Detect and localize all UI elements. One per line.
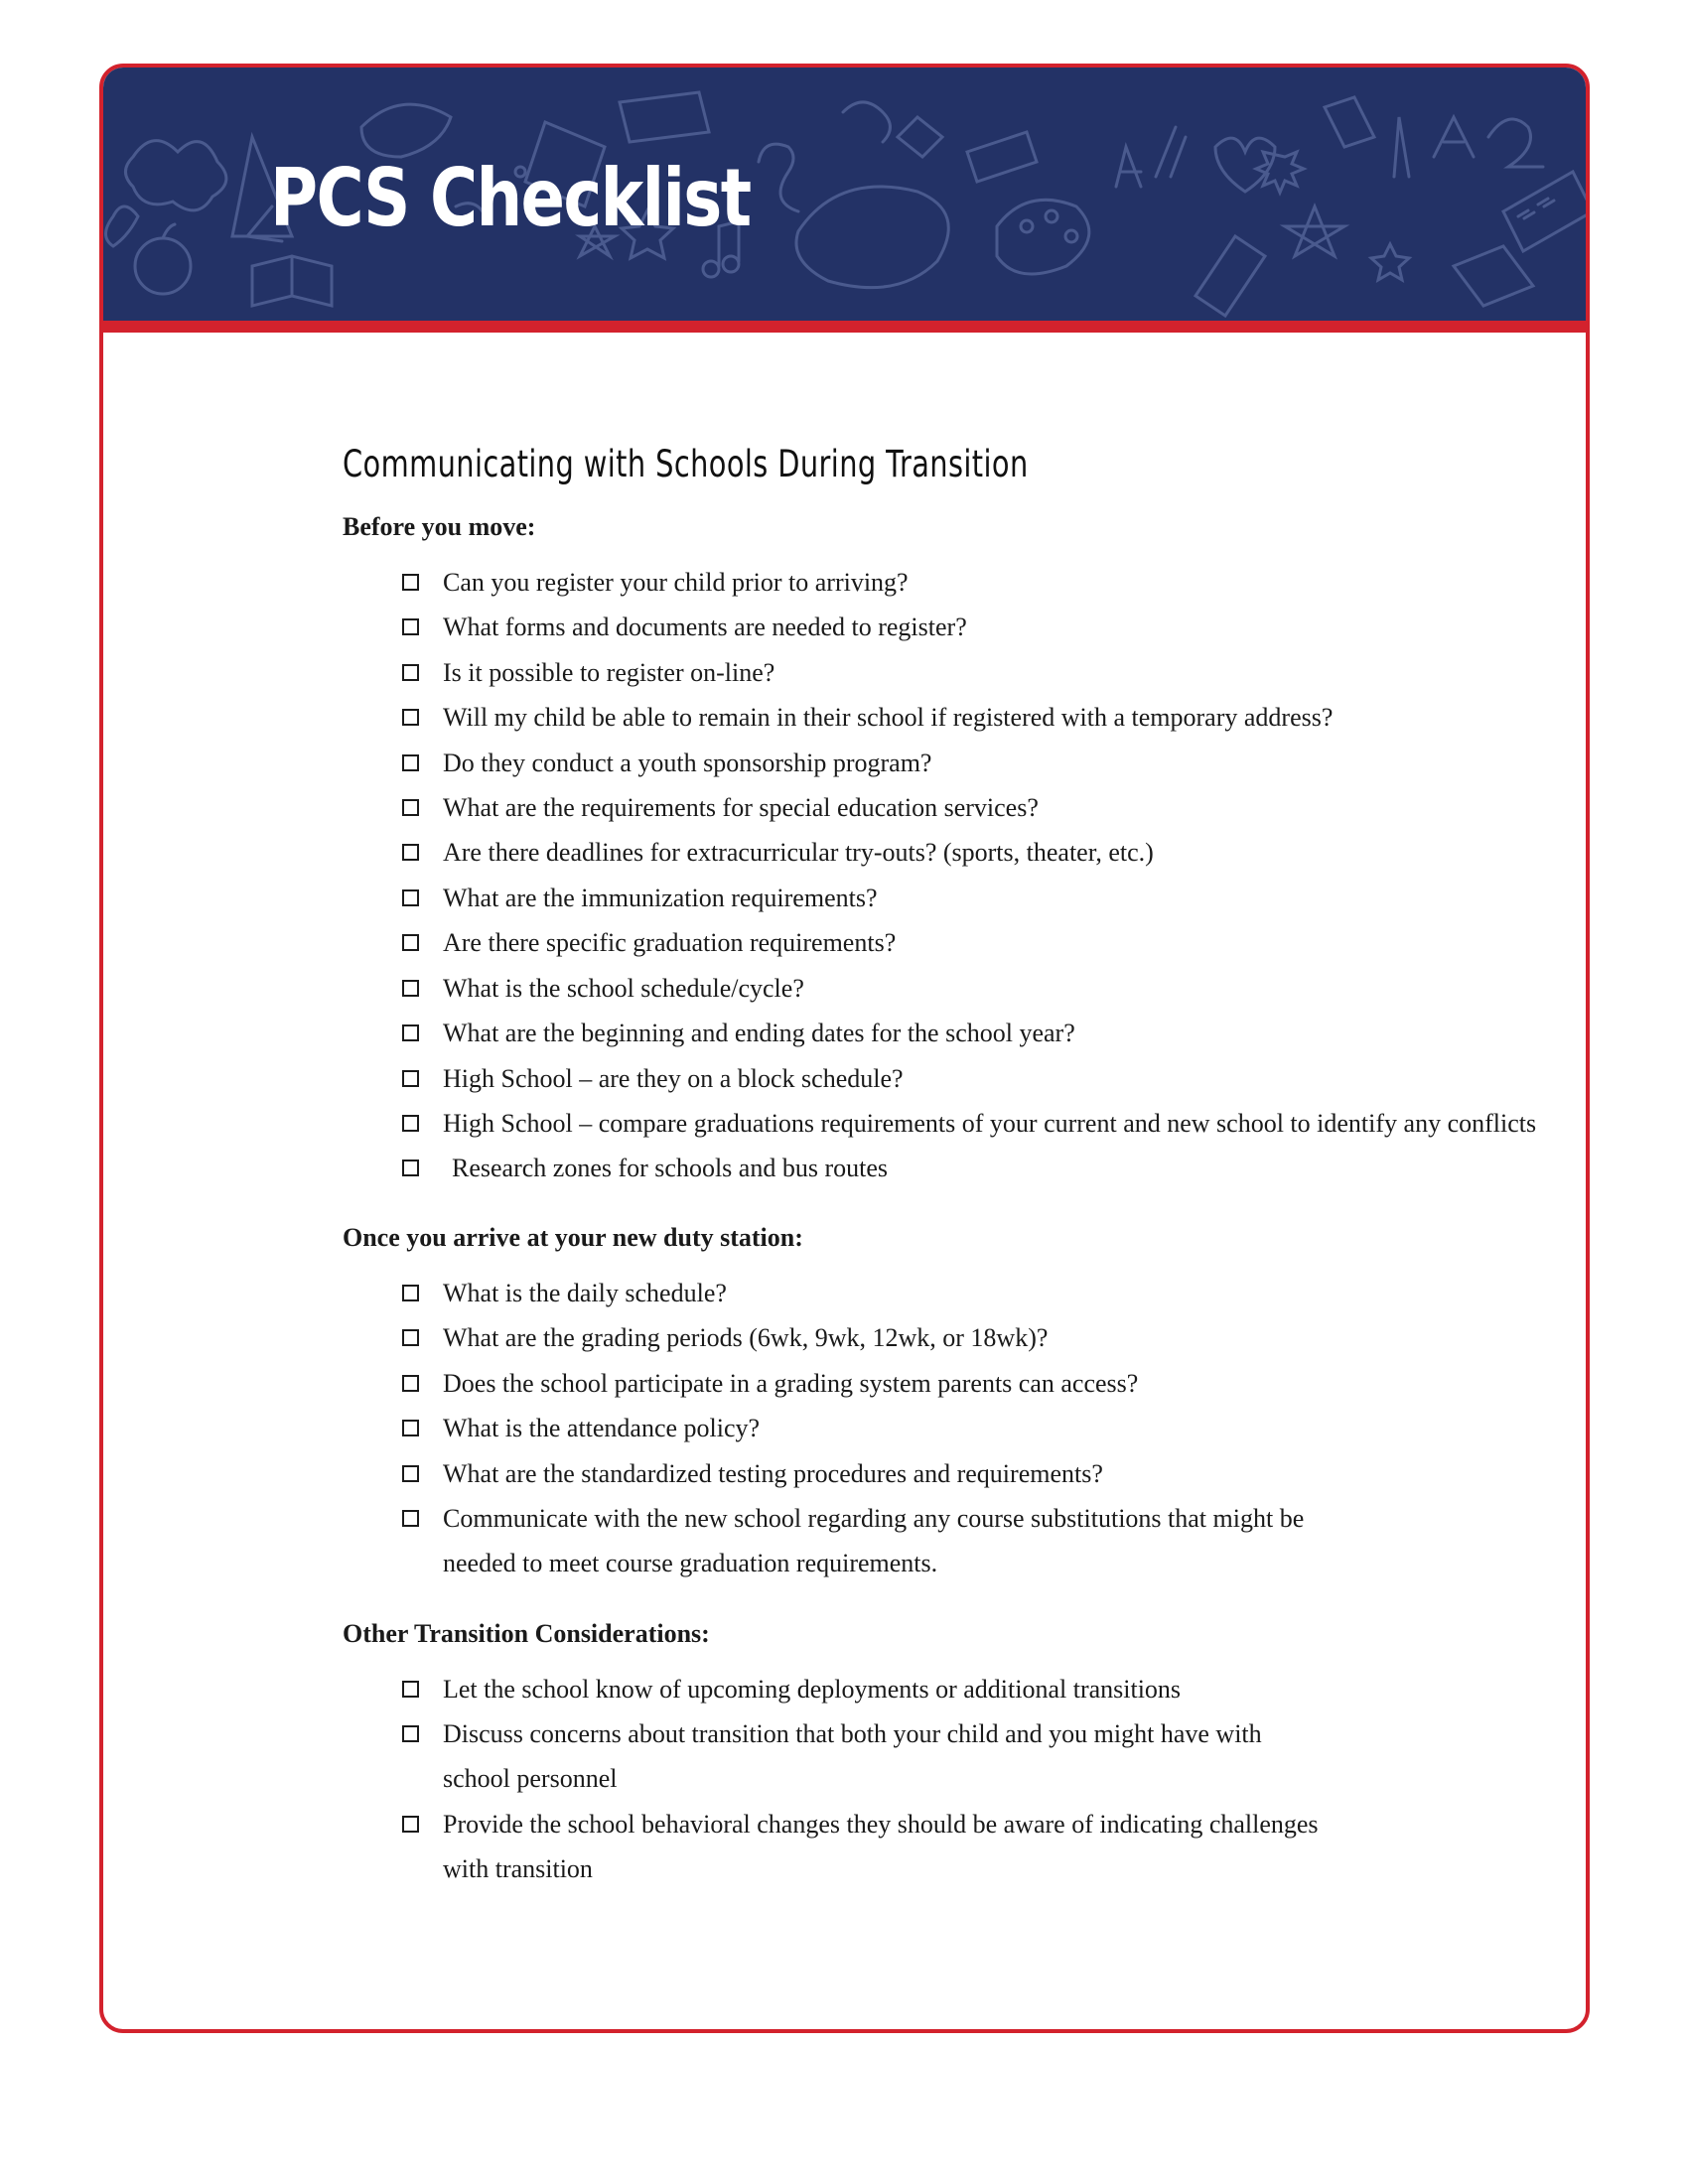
checkbox-icon[interactable] <box>402 1329 419 1346</box>
checkbox-icon[interactable] <box>402 574 419 591</box>
checkbox-icon[interactable] <box>402 934 419 951</box>
checkbox-icon[interactable] <box>402 1070 419 1087</box>
checkbox-icon[interactable] <box>402 799 419 816</box>
checkbox-icon[interactable] <box>402 1375 419 1392</box>
checklist-item-continuation: needed to meet course graduation requirements. <box>443 1549 938 1577</box>
page-frame: PCS Checklist Communicating with Schools During Transition Before you move: Can you register your child prior to arriving? What forms and documents are needed to register? Is it possible to register on-line? Will my child be able to remain in their school if registered with a temporary address? Do they conduct a youth sponsorship program? What are the requirements for special education services? Are there deadlines for extracurricular try-outs? (sports, theater, etc.) What are the immunization requirements? Are there specific graduation requirements? What is the school schedule/cycle? What are the beginning and ending dates for the school year? High School – are they on a block schedule? High School – compare graduations requirements of your current and new school to identify any conflicts Research zones for schools and bus routes Once you arrive at your new duty station: What is the daily schedule? What are the grading periods (6wk, 9wk, 12wk, or 18wk)? Does the school participate in a grading system parents can access? What is the attendance policy? What are the standardized testing procedures and requirements? Communicate with the new school regarding any course substitutions that might be needed to meet course graduation requirements. Other Transition Considerations: Let the school know of upcoming deployments or additional transitions Discuss concerns about transition that both your child and you might have with school personnel Provide the school behavioral changes they should be aware of indicating challenges with transition <box>99 64 1590 2033</box>
checkbox-icon[interactable] <box>402 754 419 771</box>
checkbox-icon[interactable] <box>402 1510 419 1527</box>
checkbox-icon[interactable] <box>402 1160 419 1176</box>
page-title: PCS Checklist <box>270 152 751 244</box>
checkbox-icon[interactable] <box>402 1465 419 1482</box>
checklist-item-continuation: with transition <box>443 1854 593 1883</box>
checkbox-icon[interactable] <box>402 1725 419 1742</box>
group-label-arrival: Once you arrive at your new duty station: <box>343 1223 803 1252</box>
checkbox-icon[interactable] <box>402 1024 419 1041</box>
checkbox-icon[interactable] <box>402 844 419 861</box>
checkbox-icon[interactable] <box>402 1681 419 1698</box>
checkbox-icon[interactable] <box>402 1816 419 1833</box>
group-label-other: Other Transition Considerations: <box>343 1619 710 1648</box>
checkbox-icon[interactable] <box>402 1285 419 1301</box>
checkbox-icon[interactable] <box>402 618 419 635</box>
checklist-item-continuation: school personnel <box>443 1764 618 1793</box>
checkbox-icon[interactable] <box>402 1115 419 1132</box>
group-label-before-move: Before you move: <box>343 512 536 541</box>
checkbox-icon[interactable] <box>402 709 419 726</box>
checkbox-icon[interactable] <box>402 1420 419 1436</box>
checkbox-icon[interactable] <box>402 980 419 997</box>
section-heading: Communicating with Schools During Transition <box>343 443 1029 485</box>
checkbox-icon[interactable] <box>402 889 419 906</box>
checkbox-icon[interactable] <box>402 664 419 681</box>
header-banner <box>103 68 1586 333</box>
